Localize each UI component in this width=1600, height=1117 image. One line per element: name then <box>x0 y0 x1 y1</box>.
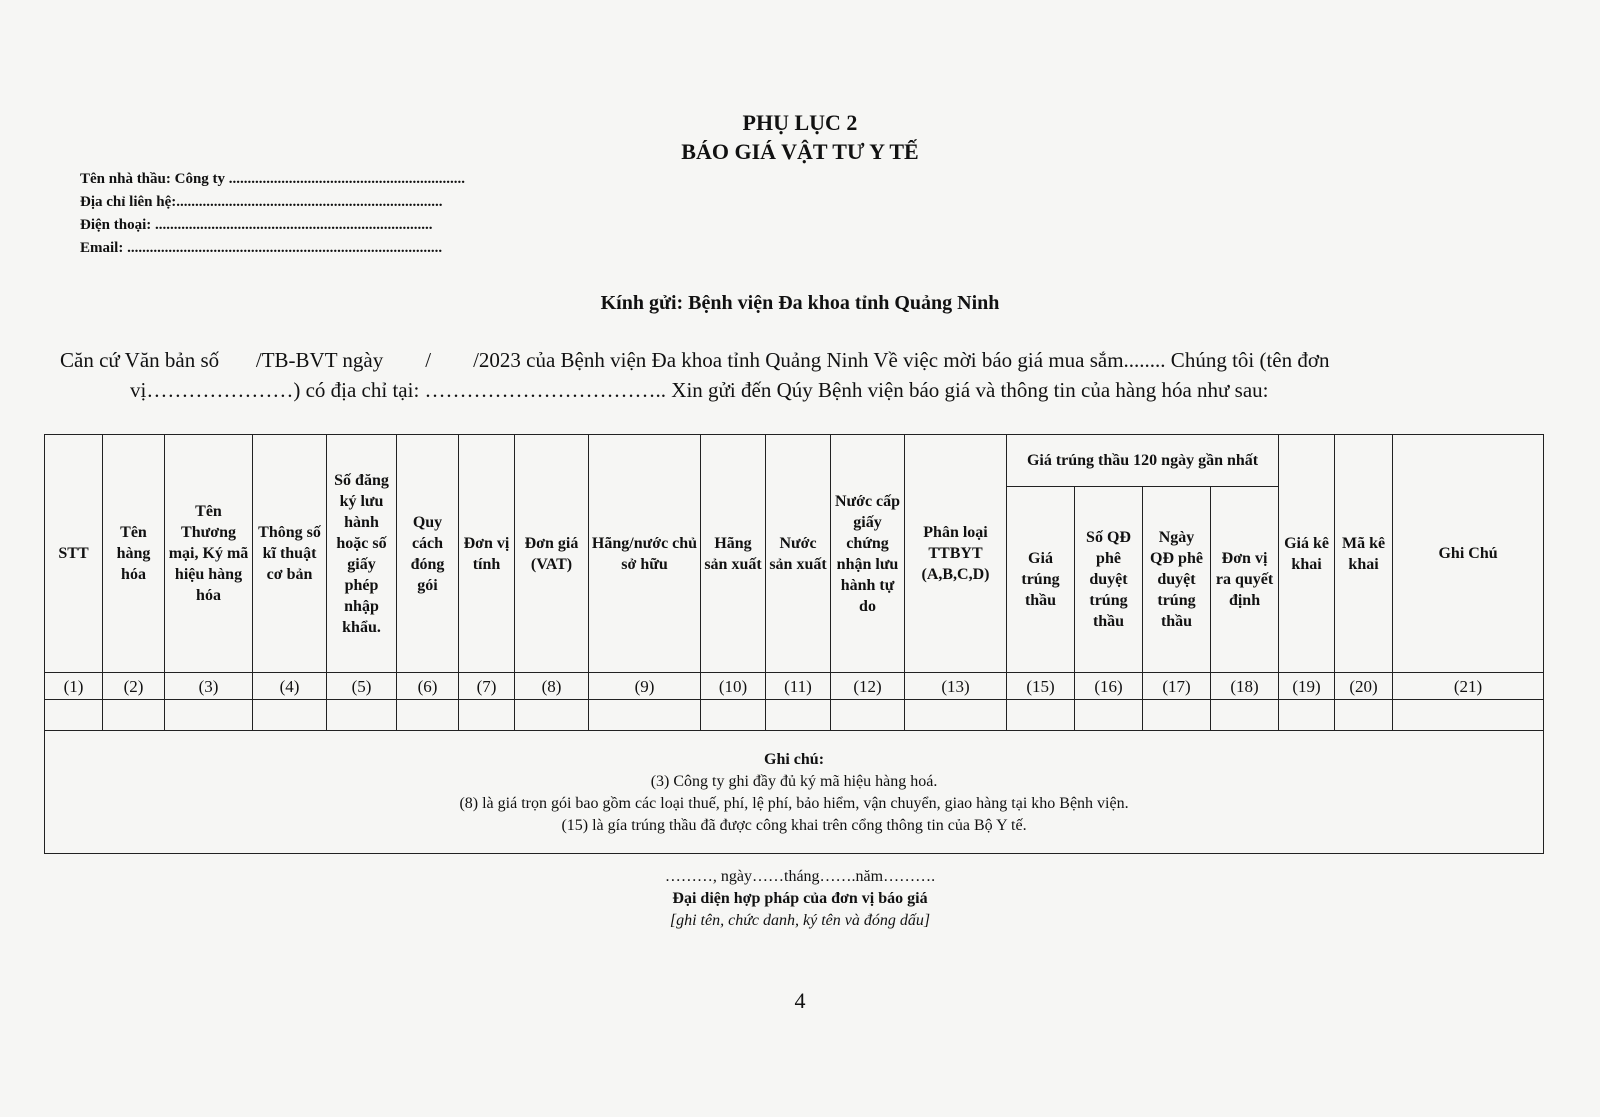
signature-block <box>0 866 1600 932</box>
table-cell <box>45 700 103 731</box>
page-number: 4 <box>794 988 806 1013</box>
column-number: (7) <box>459 673 515 700</box>
header-don-vi-ra-qd: Đơn vị ra quyết định <box>1211 487 1279 673</box>
header-so-dang-ky: Số đăng ký lưu hành hoặc số giấy phép nhập khẩu. <box>327 435 397 673</box>
column-number: (3) <box>165 673 253 700</box>
column-number: (6) <box>397 673 459 700</box>
contractor-info <box>80 168 465 260</box>
header-phan-loai: Phân loại TTBYT (A,B,C,D) <box>905 435 1007 673</box>
table-cell <box>905 700 1007 731</box>
basis-paragraph <box>60 345 1540 405</box>
header-hang-nuoc-chu-so-huu: Hãng/nước chủ sở hữu <box>589 435 701 673</box>
header-stt: STT <box>45 435 103 673</box>
table-cell <box>831 700 905 731</box>
document-title: BÁO GIÁ VẬT TƯ Y TẾ <box>681 139 919 164</box>
table-cell <box>766 700 831 731</box>
column-number: (15) <box>1007 673 1075 700</box>
notes-title: Ghi chú: <box>764 751 825 768</box>
table-cell <box>1075 700 1143 731</box>
contractor-address-field: Địa chỉ liên hệ:....................................................................... <box>80 194 443 210</box>
column-number: (16) <box>1075 673 1143 700</box>
column-number: (13) <box>905 673 1007 700</box>
addressee: Kính gửi: Bệnh viện Đa khoa tỉnh Quảng Ninh <box>600 292 1000 314</box>
table-cell <box>589 700 701 731</box>
column-number: (10) <box>701 673 766 700</box>
header-quy-cach: Quy cách đóng gói <box>397 435 459 673</box>
header-don-vi-tinh: Đơn vị tính <box>459 435 515 673</box>
note-line: (8) là giá trọn gói bao gồm các loại thuế, phí, lệ phí, bảo hiểm, vận chuyển, giao hàng tại kho Bệnh viện. <box>459 795 1129 812</box>
header-so-qd: Số QĐ phê duyệt trúng thầu <box>1075 487 1143 673</box>
header-ten-thuong-mai: Tên Thương mại, Ký mã hiệu hàng hóa <box>165 435 253 673</box>
signature-title: Đại diện hợp pháp của đơn vị báo giá <box>672 890 928 907</box>
basis-line-1: Căn cứ Văn bản số /TB-BVT ngày / /2023 của Bệnh viện Đa khoa tỉnh Quảng Ninh Về việc mời báo giá mua sắm........ Chúng tôi (tên đơn <box>60 348 1330 372</box>
header-hang-san-xuat: Hãng sản xuất <box>701 435 766 673</box>
table-cell <box>397 700 459 731</box>
header-gia-ke-khai: Giá kê khai <box>1279 435 1335 673</box>
table-cell <box>1211 700 1279 731</box>
column-number: (21) <box>1393 673 1544 700</box>
column-number: (9) <box>589 673 701 700</box>
header-ten-hang: Tên hàng hóa <box>103 435 165 673</box>
contractor-name-field: Tên nhà thầu: Công ty ............................................................... <box>80 171 466 187</box>
table-cell <box>253 700 327 731</box>
column-number: (17) <box>1143 673 1211 700</box>
table-cell <box>515 700 589 731</box>
table-cell <box>327 700 397 731</box>
table-cell <box>1143 700 1211 731</box>
column-number: (2) <box>103 673 165 700</box>
table-cell <box>1007 700 1075 731</box>
column-number: (8) <box>515 673 589 700</box>
note-line: (15) là gía trúng thầu đã được công khai trên cổng thông tin của Bộ Y tế. <box>561 817 1027 834</box>
signature-instruction: [ghi tên, chức danh, ký tên và đóng dấu] <box>669 912 931 929</box>
contractor-phone-field: Điện thoại: .......................................................................... <box>80 217 433 233</box>
contractor-email-field: Email: .................................................................................... <box>80 240 443 256</box>
header-ngay-qd: Ngày QĐ phê duyệt trúng thầu <box>1143 487 1211 673</box>
column-number: (1) <box>45 673 103 700</box>
column-number: (12) <box>831 673 905 700</box>
appendix-title: PHỤ LỤC 2 <box>742 110 858 135</box>
column-number: (19) <box>1279 673 1335 700</box>
table-cell <box>103 700 165 731</box>
header-thong-so: Thông số kĩ thuật cơ bản <box>253 435 327 673</box>
header-don-gia: Đơn giá (VAT) <box>515 435 589 673</box>
notes-cell <box>45 731 1544 854</box>
date-line: ………, ngày……tháng…….năm………. <box>664 868 936 885</box>
basis-line-2: vị…………………) có địa chỉ tại: …………………………….. Xin gửi đến Qúy Bệnh viện báo giá và thông tin của hàng hóa như sau: <box>130 378 1269 402</box>
header-ma-ke-khai: Mã kê khai <box>1335 435 1393 673</box>
quotation-table <box>44 434 1544 854</box>
column-number: (5) <box>327 673 397 700</box>
column-number: (18) <box>1211 673 1279 700</box>
empty-data-row <box>45 700 1544 731</box>
column-number: (20) <box>1335 673 1393 700</box>
table-cell <box>459 700 515 731</box>
header-nuoc-cap-giay: Nước cấp giấy chứng nhận lưu hành tự do <box>831 435 905 673</box>
column-number: (4) <box>253 673 327 700</box>
table-cell <box>1335 700 1393 731</box>
header-ghi-chu: Ghi Chú <box>1393 435 1544 673</box>
header-gia-trung-thau-group: Giá trúng thầu 120 ngày gần nhất <box>1007 435 1279 487</box>
table-cell <box>1393 700 1544 731</box>
table-cell <box>1279 700 1335 731</box>
table-cell <box>701 700 766 731</box>
header-nuoc-san-xuat: Nước sản xuất <box>766 435 831 673</box>
column-number: (11) <box>766 673 831 700</box>
header-gia-trung-thau: Giá trúng thầu <box>1007 487 1075 673</box>
table-cell <box>165 700 253 731</box>
note-line: (3) Công ty ghi đầy đủ ký mã hiệu hàng hoá. <box>650 773 938 790</box>
